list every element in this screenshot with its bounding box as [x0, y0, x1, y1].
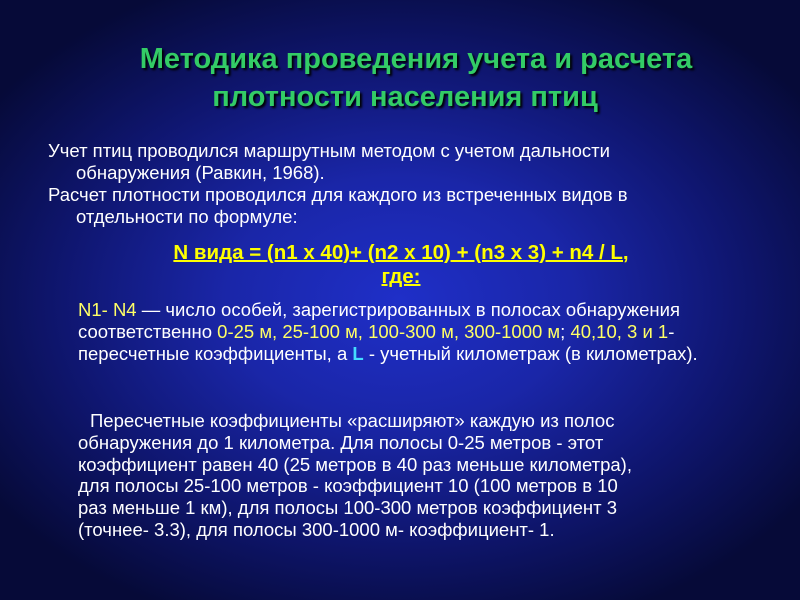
slide-title: [40, 40, 770, 116]
coefficients-explanation: [78, 410, 753, 541]
formula-line-1: N вида = (n1 х 40)+ (n2 х 10) + (n3 х 3) + n4 / L,: [173, 241, 629, 264]
band-ranges: 0-25 м, 25-100 м, 100-300 м, 300-1000 м: [217, 320, 561, 342]
coef-line-6: (точнее- 3.3), для полосы 300-1000 м- коэффициент- 1.: [78, 518, 555, 540]
intro-paragraph-1: [48, 140, 754, 183]
definition-text-1: — число особей, зарегистрированных в полосах обнаружения соответственно: [78, 299, 681, 342]
title-line-2: плотности населения птиц: [212, 81, 598, 113]
intro-p1-line1: Учет птиц проводился маршрутным методом с учетом дальности: [48, 140, 610, 161]
density-formula: [48, 241, 754, 289]
coef-line-4: для полосы 25-100 метров - коэффициент 10 (100 метров в 10: [78, 475, 618, 497]
formula-definition: [78, 299, 728, 364]
title-line-1: Методика проведения учета и расчета: [139, 43, 693, 75]
coef-line-1: Пересчетные коэффициенты «расширяют» каждую из полос: [90, 410, 615, 431]
coef-line-5: раз меньше 1 км), для полосы 100-300 метров коэффициент 3: [78, 497, 618, 519]
definition-text-3: - учетный километраж (в километрах).: [363, 342, 698, 364]
l-symbol: L: [352, 342, 364, 364]
intro-paragraph-2: [48, 184, 754, 227]
formula-line-2: где:: [381, 265, 421, 288]
coefficient-values: 40,10, 3 и 1: [570, 320, 669, 342]
intro-p1-line2: обнаружения (Равкин, 1968).: [76, 161, 325, 183]
coef-line-2: обнаружения до 1 километра. Для полосы 0-25 метров - этот: [78, 431, 604, 453]
intro-p2-line1: Расчет плотности проводился для каждого из встреченных видов в: [48, 184, 628, 205]
coef-line-3: коэффициент равен 40 (25 метров в 40 раз меньше километра),: [78, 453, 632, 475]
n-range-term: N1- N4: [78, 299, 137, 320]
definition-separator: ;: [560, 320, 571, 342]
intro-text: [48, 140, 754, 228]
definition-text-2: - пересчетные коэффициенты, а: [78, 320, 675, 364]
intro-p2-line2: отдельности по формуле:: [76, 205, 298, 227]
